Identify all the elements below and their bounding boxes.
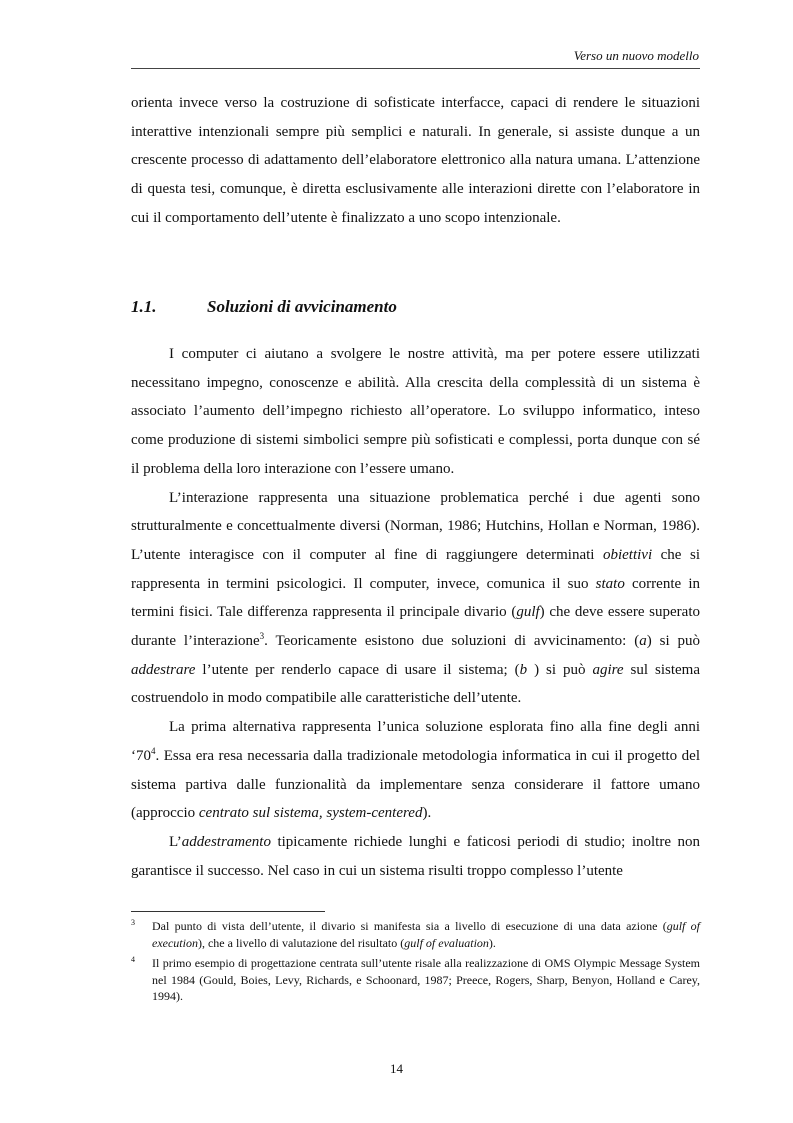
italic-term: agire <box>592 661 624 678</box>
text-run: ). <box>488 935 496 950</box>
text-run: l’utente per renderlo capace di usare il sistema; ( <box>195 661 520 678</box>
intro-paragraph: orienta invece verso la costruzione di sofisticate interfacce, capaci di rendere le situazioni interattive intenzionali sempre più semplici e naturali. In generale, si assiste dunque a un crescente processo di adattamento dell’elaboratore elettronico alla natura umana. L’attenzione di questa tesi, comunque, è diretta esclusivamente alle interazioni dirette con l’elaboratore in cui il comportamento dell’utente è finalizzato a uno scopo intenzionale. <box>131 95 700 226</box>
text-run: . Essa era resa necessaria dalla tradizionale metodologia informatica in cui il progetto del sistema partiva dalle funzionalità da implementare senza considerare il fattore umano (approccio <box>131 747 700 822</box>
italic-term: gulf of execution <box>152 919 700 950</box>
italic-term: gulf of evaluation <box>404 935 489 950</box>
footnote-4 <box>131 955 700 1005</box>
text-run: L’ <box>169 833 182 850</box>
text-run: La prima alternativa rappresenta l’unica soluzione esplorata fino alla fine degli anni ‘70 <box>131 719 700 764</box>
text-run: ) si può <box>527 661 593 678</box>
text-run: che si rappresenta in termini psicologici. Il computer, invece, comunica il suo <box>131 546 700 592</box>
section-number: 1.1. <box>131 297 157 316</box>
paragraph-3 <box>131 713 700 828</box>
footnote-mark: 3 <box>131 918 135 927</box>
text-run: . Teoricamente esistono due soluzioni di avvicinamento: ( <box>264 633 640 650</box>
text-run: Il primo esempio di progettazione centrata sull’utente risale alla realizzazione di OMS Olympic Message System nel 1984 (Gould, Boies, Levy, Richards, e Schoonard, 1987; Preece, Rogers, Sharp, Benyon, Holland e Carey, 1994). <box>152 956 700 1003</box>
italic-term: stato <box>595 575 625 592</box>
section-title: Soluzioni di avvicinamento <box>207 297 397 316</box>
footnote-3 <box>131 918 700 951</box>
paragraph-2 <box>131 484 700 714</box>
text-run: corrente in termini fisici. Tale differenza rappresenta il principale divario ( <box>131 575 700 621</box>
italic-term: a <box>639 633 647 650</box>
footnotes <box>131 918 700 1009</box>
text-run: ) si può <box>646 633 700 650</box>
section-body <box>131 340 700 885</box>
italic-term: obiettivi <box>602 546 653 563</box>
text-run: ) che deve essere superato durante l’interazione <box>131 604 700 650</box>
text-run: L’interazione rappresenta una situazione problematica perché i due agenti sono strutturalmente e concettualmente diversi (Norman, 1986; Hutchins, Hollan e Norman, 1986). L’utente interagisce con il computer al fine di raggiungere determinati <box>131 489 700 563</box>
text-run: tipicamente richiede lunghi e faticosi periodi di studio; inoltre non garantisce il successo. Nel caso in cui un sistema risulti troppo complesso l’utente <box>131 833 700 879</box>
paragraph-1: I computer ci aiutano a svolgere le nostre attività, ma per potere essere utilizzati necessitano impegno, conoscenze e abilità. Alla crescita della complessità di un sistema è associato l’aumento dell’impegno richiesto all’operatore. Lo sviluppo informatico, inteso come produzione di sistemi simbolici sempre più sofisticati e complessi, porta dunque con sé il problema della loro interazione con l’essere umano. <box>131 346 700 477</box>
header-divider <box>131 68 700 69</box>
footnote-ref-3[interactable]: 3 <box>259 631 265 642</box>
italic-term: addestramento <box>181 833 271 850</box>
footnote-ref-4[interactable]: 4 <box>151 745 156 756</box>
text-run: Dal punto di vista dell’utente, il divario si manifesta sia a livello di esecuzione di una data azione ( <box>152 919 667 933</box>
intro-paragraph-block <box>131 89 700 233</box>
page-number: 14 <box>390 1061 403 1076</box>
text-run: ). <box>422 805 432 822</box>
section-heading <box>131 297 397 317</box>
italic-term: gulf <box>516 604 540 621</box>
italic-term: addestrare <box>131 661 196 678</box>
paragraph-4 <box>131 828 700 885</box>
running-head: Verso un nuovo modello <box>573 48 699 63</box>
italic-term: b <box>519 661 528 678</box>
footnote-divider <box>131 911 325 912</box>
text-run: ), che a livello di valutazione del risultato ( <box>197 935 405 950</box>
italic-term: centrato sul sistema, system-centered <box>198 805 423 822</box>
footnote-mark: 4 <box>131 955 135 964</box>
text-run: sul sistema costruendolo in modo compatibile alle caratteristiche dell’utente. <box>131 661 700 707</box>
